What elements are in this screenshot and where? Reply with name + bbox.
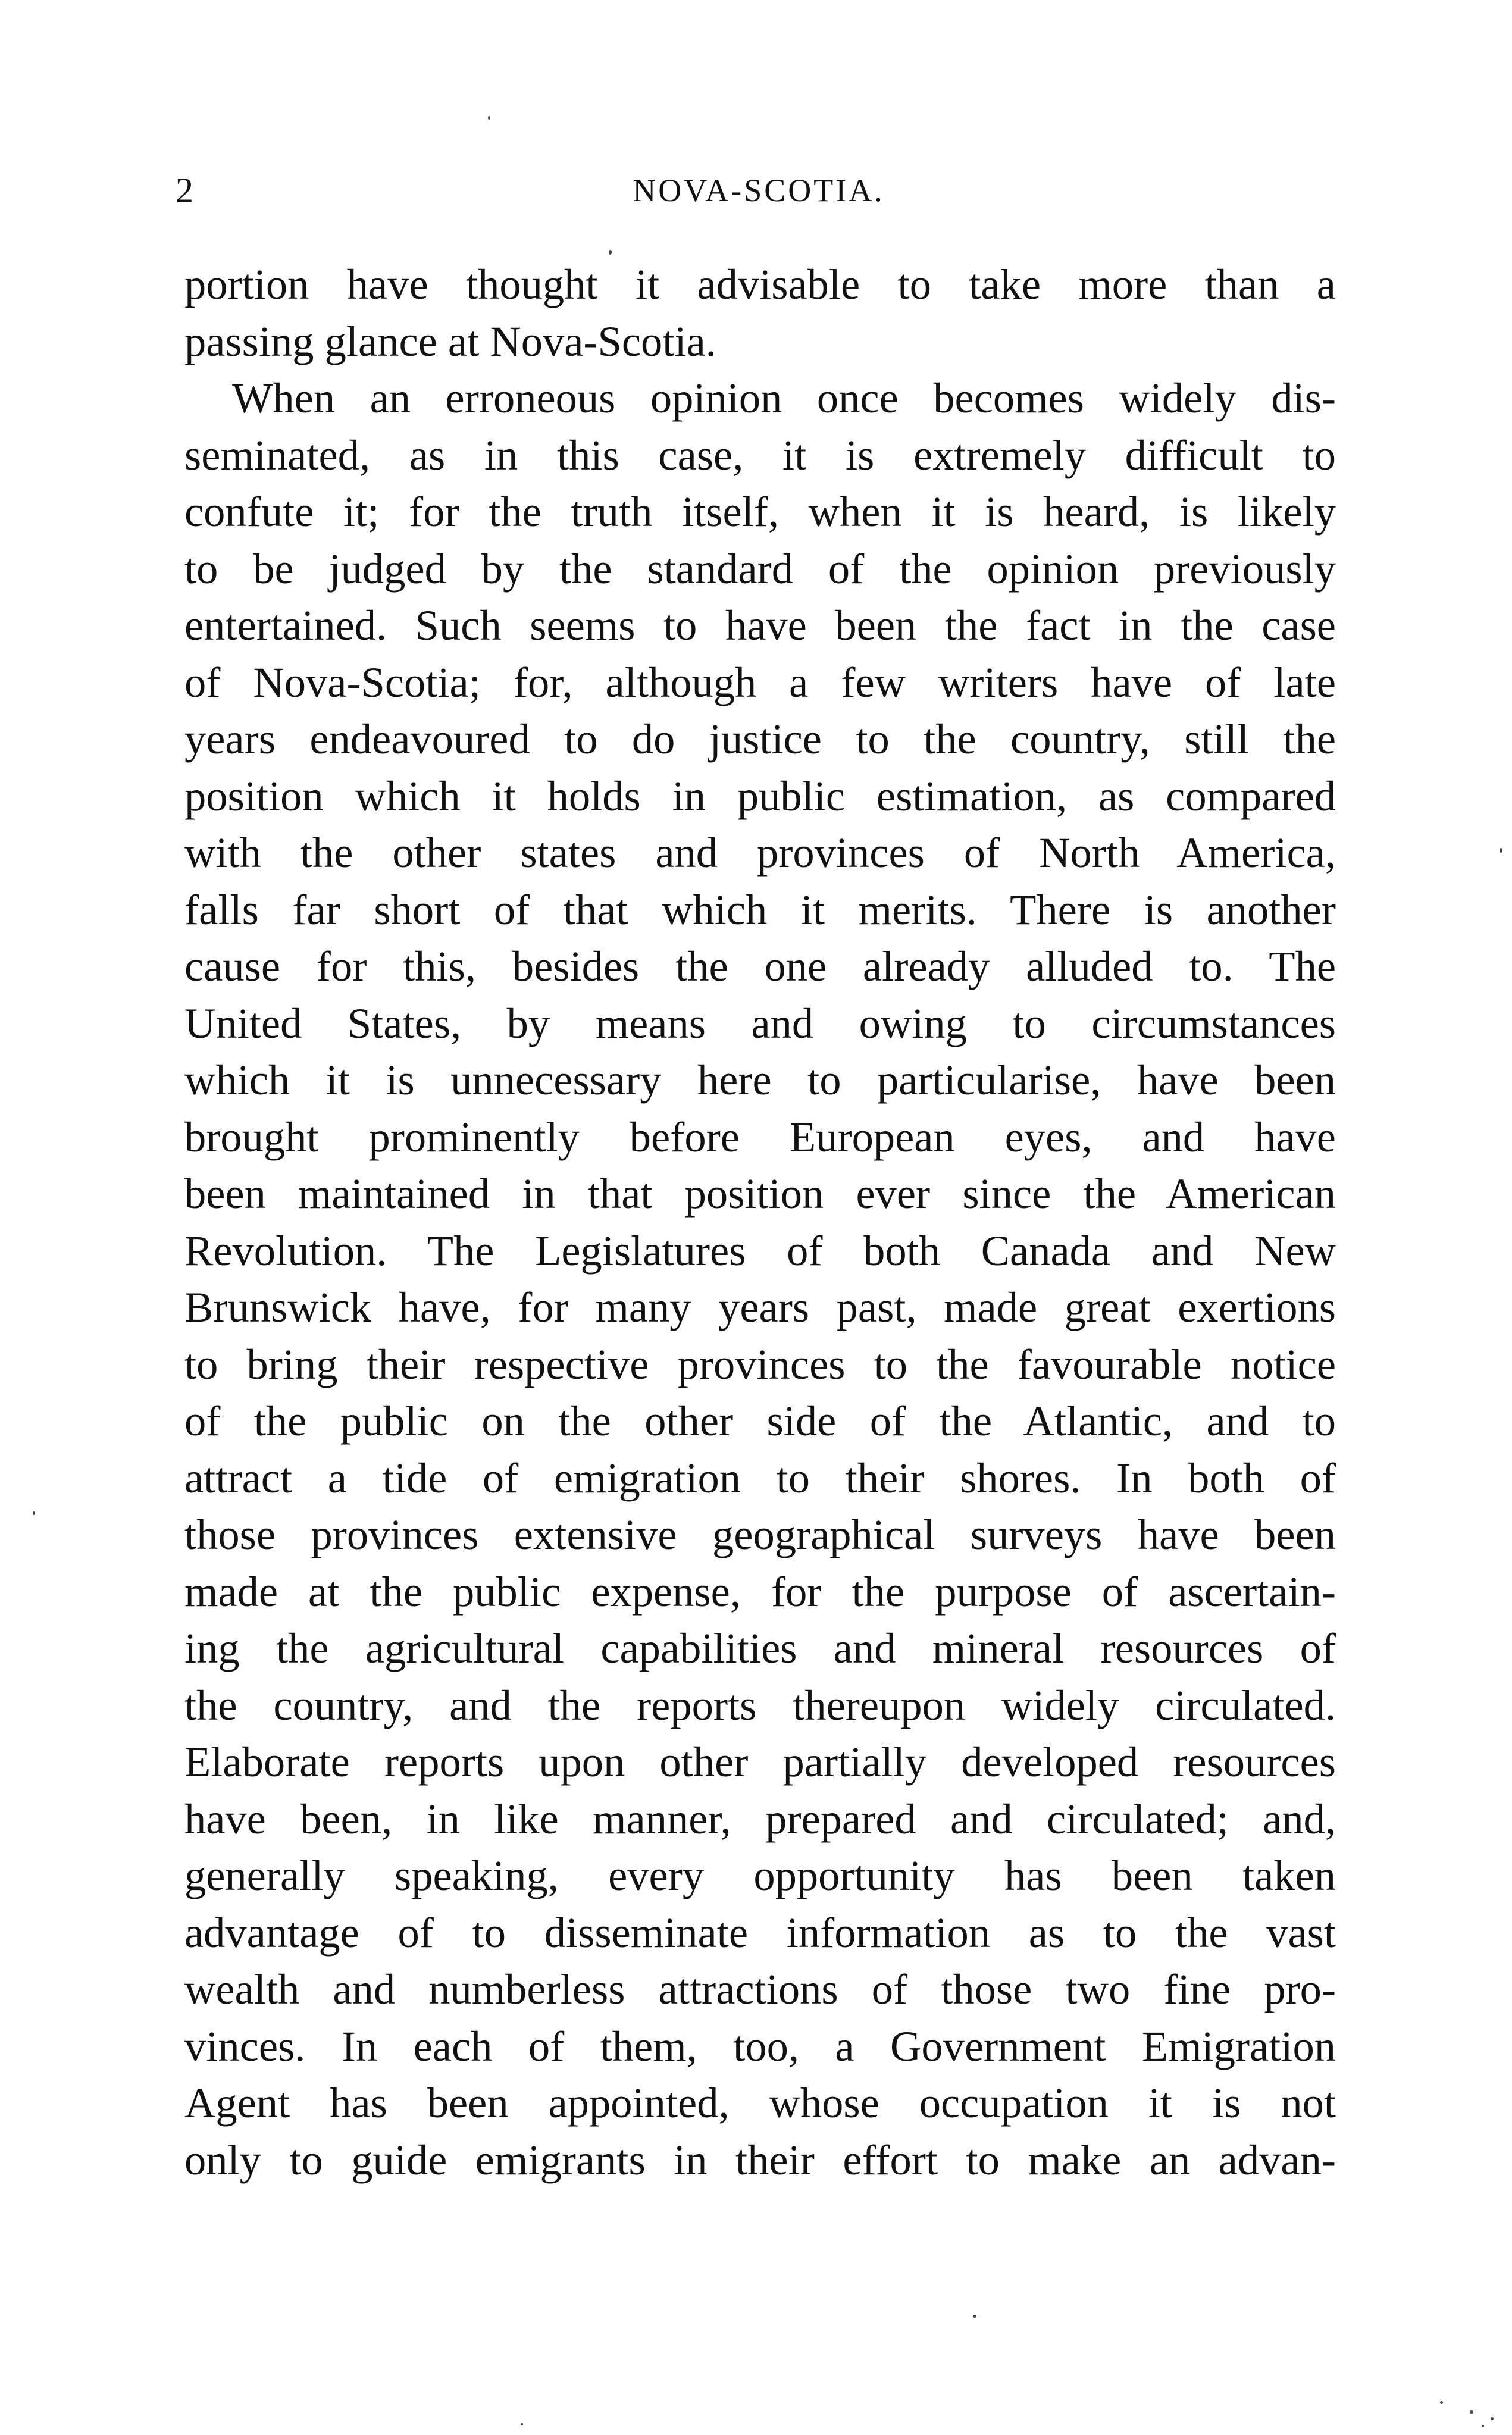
text-line: brought prominently before European eyes, and have [184, 1112, 1336, 1161]
text-line: When an erroneous opinion once becomes widely dis- [232, 374, 1336, 422]
text-line: United States, by means and owing to circumstances [184, 999, 1336, 1047]
text-line: Brunswick have, for many years past, made great exertions [184, 1283, 1336, 1331]
text-line: falls far short of that which it merits. There is another [184, 885, 1336, 934]
text-line: made at the public expense, for the purpose of ascertain- [184, 1567, 1336, 1616]
text-line: attract a tide of emigration to their shores. In both of [184, 1453, 1336, 1502]
text-line: generally speaking, every opportunity has been taken [184, 1851, 1336, 1899]
text-line: years endeavoured to do justice to the country, still the [184, 715, 1336, 763]
text-line: of Nova-Scotia; for, although a few writers have of late [184, 658, 1336, 706]
text-line: Revolution. The Legislatures of both Canada and New [184, 1226, 1336, 1275]
scan-speck [521, 2423, 523, 2425]
text-line: advantage of to disseminate information as to the vast [184, 1908, 1336, 1957]
scan-speck [1482, 2425, 1484, 2427]
text-line: confute it; for the truth itself, when it is heard, is likely [184, 487, 1336, 536]
text-line: to bring their respective provinces to the favourable notice [184, 1339, 1336, 1388]
scan-speck [1470, 2410, 1473, 2414]
text-line: cause for this, besides the one already alluded to. The [184, 942, 1336, 990]
page-number: 2 [176, 171, 193, 210]
scan-speck [488, 116, 490, 120]
text-line: which it is unnecessary here to particularise, have been [184, 1056, 1336, 1104]
running-head [176, 164, 1342, 217]
scan-speck [1440, 2401, 1443, 2404]
text-line: those provinces extensive geographical surveys have been [184, 1510, 1336, 1558]
text-line: only to guide emigrants in their effort to make an advan- [184, 2135, 1336, 2184]
scan-speck [33, 1511, 35, 1515]
text-line: passing glance at Nova-Scotia. [184, 317, 716, 365]
text-line: the country, and the reports thereupon widely circulated. [184, 1680, 1336, 1729]
text-line: position which it holds in public estimation, as compared [184, 771, 1336, 820]
scan-speck [1500, 848, 1502, 853]
text-line: Elaborate reports upon other partially developed resources [184, 1738, 1336, 1786]
text-line: to be judged by the standard of the opinion previously [184, 544, 1336, 593]
text-line: ing the agricultural capabilities and mineral resources of [184, 1624, 1336, 1672]
text-line: seminated, as in this case, it is extremely difficult to [184, 430, 1336, 479]
scan-speck [609, 250, 612, 255]
running-title: NOVA-SCOTIA. [633, 173, 885, 208]
scan-speck [973, 2315, 976, 2318]
text-line: vinces. In each of them, too, a Government Emigration [184, 2021, 1336, 2070]
text-line: of the public on the other side of the Atlantic, and to [184, 1397, 1336, 1445]
text-line: portion have thought it advisable to take more than a [184, 260, 1336, 308]
text-line: with the other states and provinces of North America, [184, 828, 1336, 877]
scan-speck [1491, 2417, 1494, 2420]
text-line: been maintained in that position ever since the American [184, 1169, 1336, 1218]
text-line: Agent has been appointed, whose occupation it is not [184, 2079, 1336, 2127]
text-line: entertained. Such seems to have been the fact in the case [184, 601, 1336, 649]
text-line: have been, in like manner, prepared and circulated; and, [184, 1794, 1336, 1843]
text-line: wealth and numberless attractions of those two fine pro- [184, 1965, 1336, 2013]
body-text [184, 256, 1336, 2188]
